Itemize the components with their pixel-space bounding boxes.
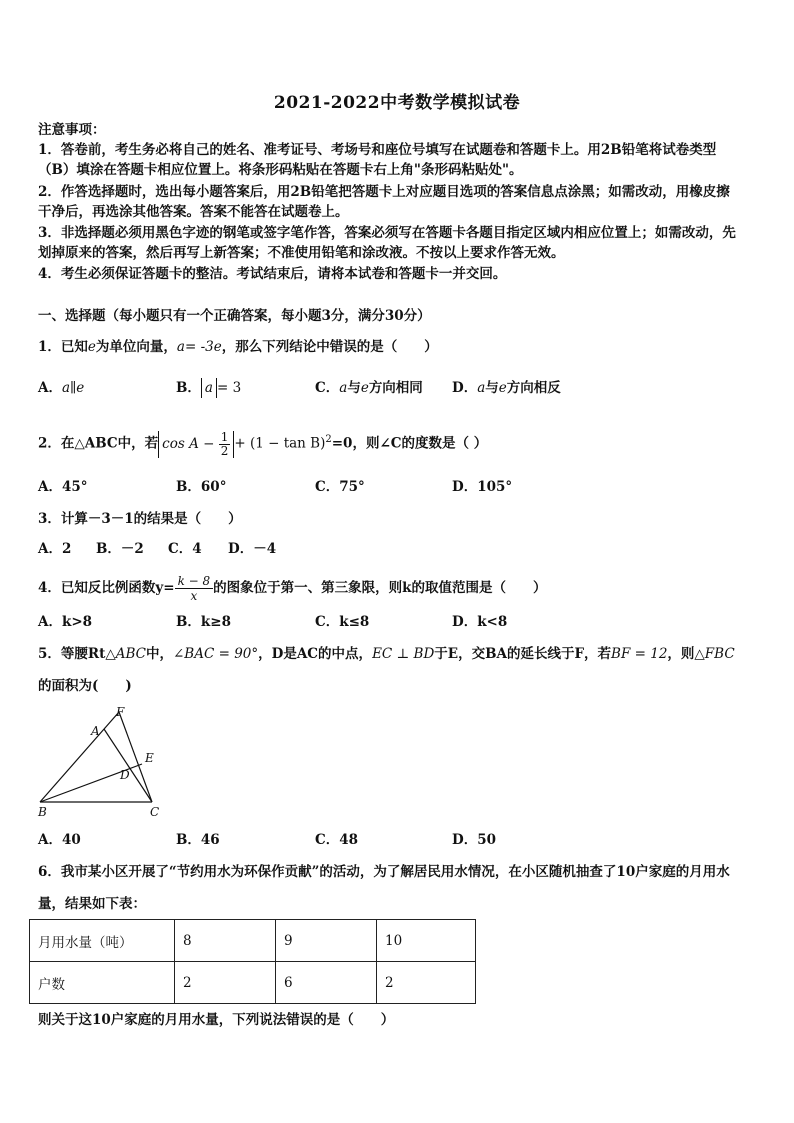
q4-option-c[interactable]: C．k≤8: [315, 614, 370, 630]
triangle-figure: [34, 702, 174, 820]
question-6-followup: 则关于这10户家庭的月用水量，下列说法错误的是（ ）: [38, 1012, 395, 1028]
q5-option-a[interactable]: A．40: [38, 832, 81, 848]
line-bf: [40, 712, 119, 802]
question-6-stem-cont: 量，结果如下表：: [38, 896, 146, 912]
notice-line: 3．非选择题必须用黑色字迹的钢笔或签字笔作答，答案必须写在答题卡各题目指定区域内相应位置上；如需改动，先: [38, 225, 736, 241]
table-cell: 月用水量（吨）: [30, 920, 175, 962]
notice-line: 4．考生必须保证答题卡的整洁。考试结束后，请将本试卷和答题卡一并交回。: [38, 266, 507, 282]
q4-option-d[interactable]: D．k<8: [452, 614, 508, 630]
q4-option-a[interactable]: A．k>8: [38, 614, 93, 630]
q1-option-a[interactable]: A．a∥e: [38, 380, 85, 396]
q2-option-a[interactable]: A．45°: [38, 479, 88, 495]
notice-line: 划掉原来的答案，然后再写上新答案；不准使用铅笔和涂改液。不按以上要求作答无效。: [38, 245, 565, 261]
label-e: E: [145, 751, 154, 765]
question-5-stem: 5．等腰Rt△ABC中，∠BAC = 90°，D是AC的中点，EC ⊥ BD于E，交BA的延长线于F，若BF = 12，则△FBC: [38, 646, 735, 662]
q5-option-c[interactable]: C．48: [315, 832, 359, 848]
notice-line: （B）填涂在答题卡相应位置上。将条形码粘贴在答题卡右上角"条形码粘贴处"。: [38, 162, 523, 178]
question-6-stem: 6．我市某小区开展了“节约用水为环保作贡献”的活动，为了解居民用水情况，在小区随机抽查了10户家庭的月用水: [38, 864, 730, 880]
line-ac: [104, 729, 152, 802]
table-cell: 8: [175, 920, 276, 962]
q3-option-c[interactable]: C．4: [168, 541, 202, 557]
q3-option-d[interactable]: D．－4: [228, 541, 277, 557]
notice-line: 1．答卷前，考生务必将自己的姓名、准考证号、考场号和座位号填写在试题卷和答题卡上。用2B铅笔将试卷类型: [38, 142, 717, 158]
section-heading: 一、选择题（每小题只有一个正确答案，每小题3分，满分30分）: [38, 308, 431, 324]
label-a: A: [91, 724, 100, 738]
notice-line: 2．作答选择题时，选出每小题答案后，用2B铅笔把答题卡上对应题目选项的答案信息点涂黑；如需改动，用橡皮擦: [38, 184, 730, 200]
q3-option-a[interactable]: A．2: [38, 541, 72, 557]
table-cell: 6: [276, 962, 377, 1004]
label-b: B: [38, 805, 47, 819]
q2-option-d[interactable]: D．105°: [452, 479, 513, 495]
q1-option-d[interactable]: D．a与e方向相反: [452, 380, 561, 396]
q5-option-d[interactable]: D．50: [452, 832, 496, 848]
table-cell: 9: [276, 920, 377, 962]
q2-option-c[interactable]: C．75°: [315, 479, 365, 495]
question-3-stem: 3．计算－3－1的结果是（ ）: [38, 511, 242, 527]
label-d: D: [120, 768, 130, 782]
q1-option-c[interactable]: C．a与e方向相同: [315, 380, 423, 396]
q3-option-b[interactable]: B．－2: [96, 541, 144, 557]
water-usage-table: [29, 919, 476, 1004]
notice-line: 干净后，再选涂其他答案。答案不能答在试题卷上。: [38, 204, 349, 220]
q2-option-b[interactable]: B．60°: [176, 479, 227, 495]
table-row: [30, 920, 476, 962]
table-cell: 10: [377, 920, 476, 962]
table-row: [30, 962, 476, 1004]
question-2-stem: 2．在△ABC中，若 cos A − $\frac{1}{2}$ + $(1 - \tan B)^2=0$，则∠C的度数是（ ）: [38, 429, 488, 458]
question-5-stem-cont: 的面积为( ): [38, 678, 132, 694]
notice-heading: 注意事项：: [38, 122, 106, 138]
table-cell: 户数: [30, 962, 175, 1004]
label-c: C: [150, 805, 160, 819]
page-title: 2021-2022中考数学模拟试卷: [273, 93, 521, 113]
question-4-stem: 4．已知反比例函数y= $\frac{k - 8}{x}$ 的图象位于第一、第三象限，则k的取值范围是（ ）: [38, 574, 547, 603]
label-f: F: [116, 705, 125, 719]
question-1-stem: 1．已知e为单位向量，a= -3e，那么下列结论中错误的是（ ）: [38, 339, 438, 355]
table-cell: 2: [377, 962, 476, 1004]
table-cell: 2: [175, 962, 276, 1004]
q1-option-b[interactable]: B． a = 3: [176, 380, 242, 396]
q5-option-b[interactable]: B．46: [176, 832, 220, 848]
q4-option-b[interactable]: B．k≥8: [176, 614, 231, 630]
